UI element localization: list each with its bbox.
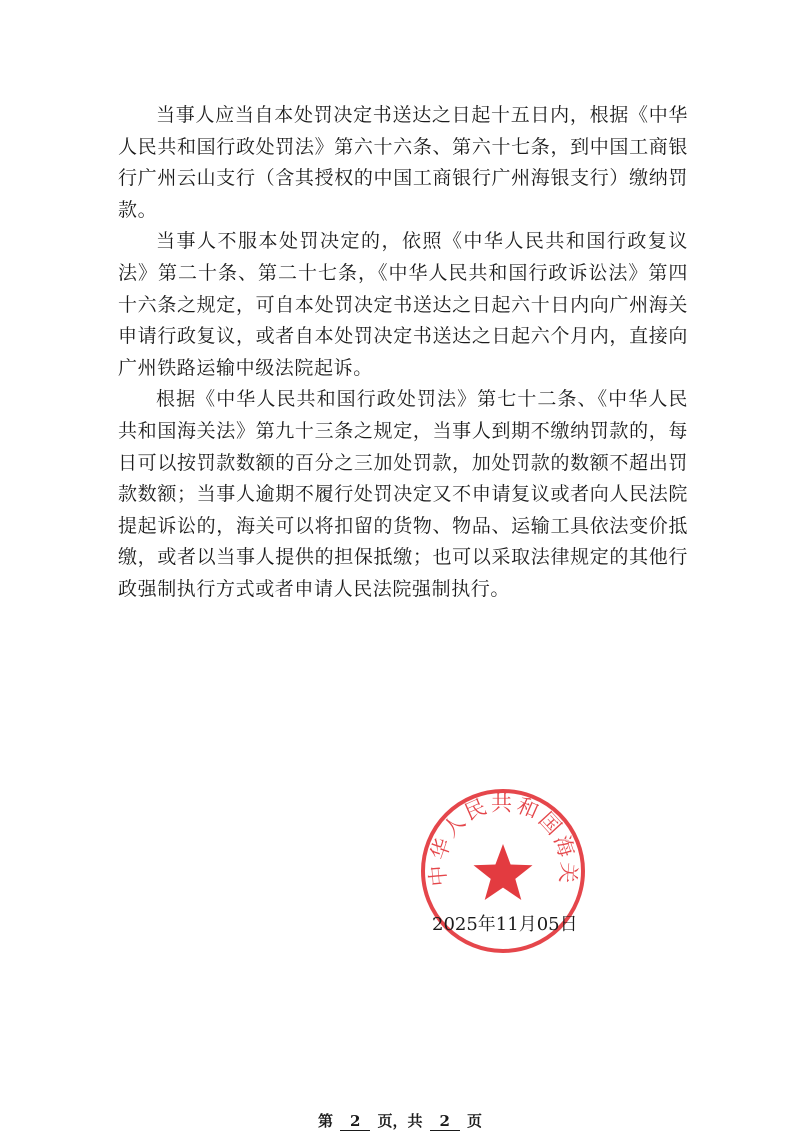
svg-text:中华人民共和国海关: 中华人民共和国海关 bbox=[425, 791, 581, 888]
footer-middle: 页，共 bbox=[377, 1112, 423, 1130]
star-icon bbox=[474, 844, 533, 900]
paragraph-payment: 当事人应当自本处罚决定书送达之日起十五日内，根据《中华人民共和国行政处罚法》第六十六条、第六十七条，到中国工商银行广州云山支行（含其授权的中国工商银行广州海银支行）缴纳罚款。 bbox=[118, 104, 688, 221]
footer-page-number: 2 bbox=[340, 1113, 370, 1131]
footer-suffix: 页 bbox=[466, 1112, 482, 1130]
paragraph-enforcement: 根据《中华人民共和国行政处罚法》第七十二条、《中华人民共和国海关法》第九十三条之规定，当事人到期不缴纳罚款的，每日可以按罚款数额的百分之三加处罚款，加处罚款的数额不超出罚款数额；当事人逾期不履行处罚决定又不申请复议或者向人民法院提起诉讼的，海关可以将扣留的货物、物品、运输工具依法变价抵缴，或者以当事人提供的担保抵缴；也可以采取法律规定的其他行政强制执行方式或者申请人民法院强制执行。 bbox=[118, 388, 688, 600]
document-body bbox=[118, 100, 688, 606]
issue-date: 2025年11月05日 bbox=[432, 914, 578, 935]
page-footer bbox=[0, 1110, 800, 1131]
footer-total-pages: 2 bbox=[430, 1113, 460, 1131]
paragraph-appeal: 当事人不服本处罚决定的，依照《中华人民共和国行政复议法》第二十条、第二十七条，《中华人民共和国行政诉讼法》第四十六条之规定，可自本处罚决定书送达之日起六十日内向广州海关申请行政复议，或者自本处罚决定书送达之日起六个月内，直接向广州铁路运输中级法院起诉。 bbox=[118, 230, 688, 379]
footer-prefix: 第 bbox=[318, 1112, 334, 1130]
